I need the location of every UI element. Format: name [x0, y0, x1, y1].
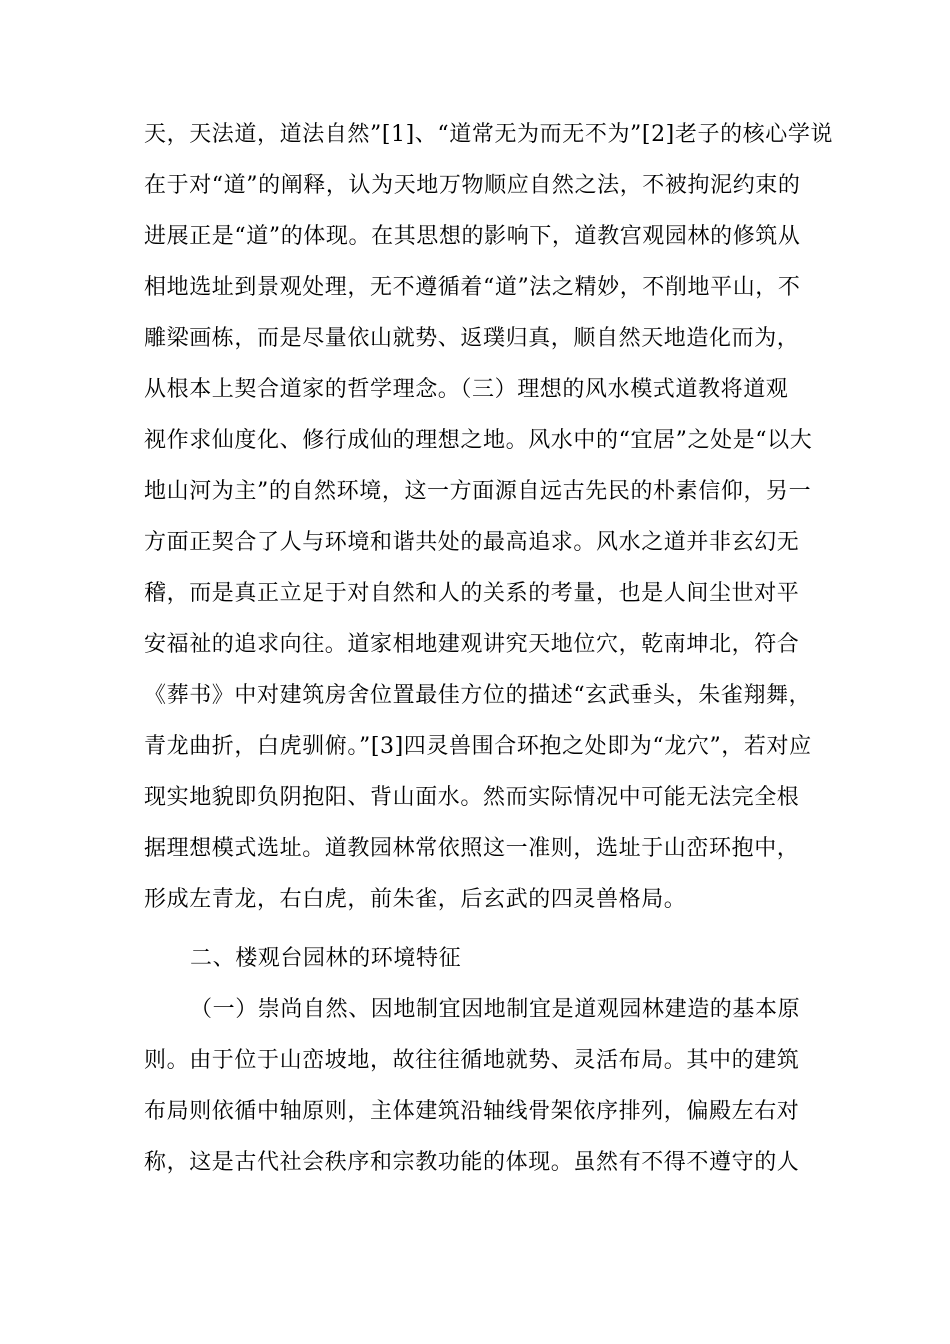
- text-line-5: 雕梁画栋，而是尽量依山就势、返璞归真，顺自然天地造化而为，: [144, 326, 800, 351]
- text-line-4: 相地选址到景观处理，无不遵循着“道”法之精妙，不削地平山，不: [144, 275, 801, 300]
- section-heading: 二、楼观台园林的环境特征: [190, 946, 462, 971]
- text-line-20: 布局则依循中轴原则，主体建筑沿轴线骨架依序排列，偏殿左右对: [144, 1099, 800, 1124]
- text-line-7: 视作求仙度化、修行成仙的理想之地。风水中的“宜居”之处是“以大: [144, 428, 813, 453]
- text-line-12: 《葬书》中对建筑房舍位置最佳方位的描述“玄武垂头，朱雀翔舞，: [144, 683, 812, 708]
- text-line-18: （一）崇尚自然、因地制宜因地制宜是道观园林建造的基本原: [190, 997, 801, 1022]
- text-line-19: 则。由于位于山峦坡地，故往往循地就势、灵活布局。其中的建筑: [144, 1048, 800, 1073]
- text-line-2: 在于对“道”的阐释，认为天地万物顺应自然之法，不被拘泥约束的: [144, 173, 801, 198]
- text-line-13: 青龙曲折，白虎驯俯。”[3]四灵兽围合环抱之处即为“龙穴”，若对应: [144, 734, 812, 759]
- text-line-15: 据理想模式选址。道教园林常依照这一准则，选址于山峦环抱中，: [144, 836, 800, 861]
- text-line-9: 方面正契合了人与环境和谐共处的最高追求。风水之道并非玄幻无: [144, 530, 800, 555]
- text-line-10: 稽，而是真正立足于对自然和人的关系的考量，也是人间尘世对平: [144, 581, 800, 606]
- text-line-1: 天，天法道，道法自然”[1]、“道常无为而无不为”[2]老子的核心学说: [144, 122, 834, 147]
- text-line-11: 安福祉的追求向往。道家相地建观讲究天地位穴，乾南坤北，符合: [144, 632, 800, 657]
- text-line-21: 称，这是古代社会秩序和宗教功能的体现。虽然有不得不遵守的人: [144, 1150, 800, 1175]
- text-line-3: 进展正是“道”的体现。在其思想的影响下，道教宫观园林的修筑从: [144, 224, 801, 249]
- text-line-14: 现实地貌即负阴抱阳、背山面水。然而实际情况中可能无法完全根: [144, 785, 800, 810]
- text-line-6: 从根本上契合道家的哲学理念。（三）理想的风水模式道教将道观: [144, 377, 789, 402]
- text-line-8: 地山河为主”的自然环境，这一方面源自远古先民的朴素信仰，另一: [144, 479, 812, 504]
- text-line-16: 形成左青龙，右白虎，前朱雀，后玄武的四灵兽格局。: [144, 887, 687, 912]
